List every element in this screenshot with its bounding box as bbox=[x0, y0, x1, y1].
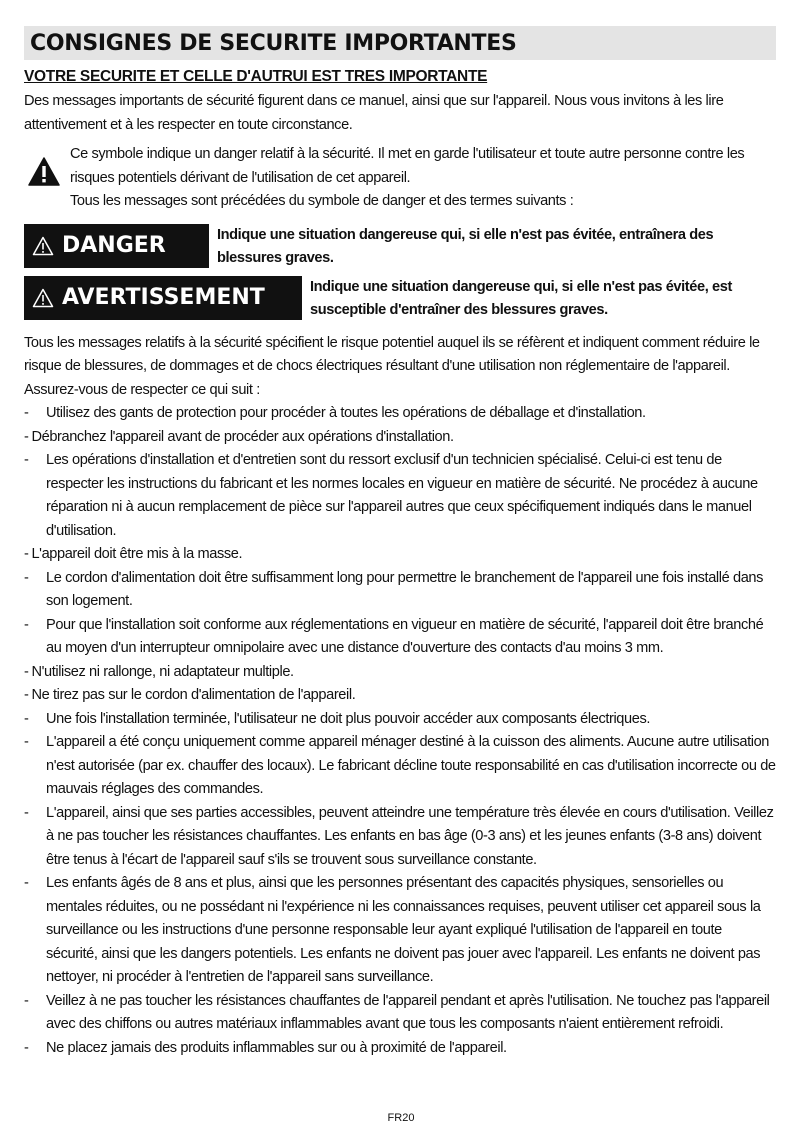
intro-paragraph: Des messages importants de sécurité figurent dans ce manuel, ainsi que sur l'appareil. Nous vous invitons à les lire attentivement et à les respecter en toute circonstance. bbox=[24, 93, 724, 133]
rule-item: - Pour que l'installation soit conforme aux réglementations en vigueur en matière de sécurité, l'appareil doit être branché au moyen d'un interrupteur omnipolaire avec une distance d'ouverture des contacts d'au moins 3 mm. bbox=[24, 616, 764, 656]
rule-item: - N'utilisez ni rallonge, ni adaptateur multiple. bbox=[24, 663, 294, 680]
warning-outline-icon bbox=[32, 288, 54, 308]
rule-item: - Une fois l'installation terminée, l'utilisateur ne doit plus pouvoir accéder aux composants électriques. bbox=[24, 710, 651, 727]
rule-item: - Les opérations d'installation et d'entretien sont du ressort exclusif d'un technicien spécialisé. Celui-ci est tenu de respecter les instructions du fabricant et les normes locales en vigueur en matière de sécurité. Ne procédez à aucune réparation ni à aucun remplacement de pièce sur l'appareil autres que ceux spécifiquement indiqués dans le manuel d'utilisation. bbox=[24, 452, 758, 539]
safety-symbol-note bbox=[24, 143, 776, 214]
rule-item: - Veillez à ne pas toucher les résistances chauffantes de l'appareil pendant et après l'utilisation. Ne touchez pas l'appareil avec des chiffons ou autres matériaux inflammables avant que tous les composants n'aient entièrement refroidi. bbox=[24, 992, 770, 1032]
symbol-note-line2: Tous les messages sont précédées du symbole de danger et des termes suivants : bbox=[70, 193, 574, 209]
danger-label-box bbox=[24, 224, 209, 268]
safety-rules-section bbox=[24, 332, 776, 1061]
section-subtitle: VOTRE SECURITE ET CELLE D'AUTRUI EST TRES IMPORTANTE bbox=[24, 68, 488, 85]
rule-item: - L'appareil a été conçu uniquement comme appareil ménager destiné à la cuisson des aliments. Aucune autre utilisation n'est autorisée (par ex. chauffer des locaux). Le fabricant décline toute responsabilité en cas d'utilisation incorrecte ou de mauvais réglages des commandes. bbox=[24, 734, 776, 797]
warning-triangle-icon bbox=[28, 157, 60, 191]
page-number: FR20 bbox=[387, 1112, 415, 1124]
warning-row bbox=[24, 276, 776, 322]
safety-rules-list bbox=[24, 402, 776, 1060]
warning-outline-icon bbox=[32, 236, 54, 256]
rules-intro: Tous les messages relatifs à la sécurité spécifient le risque potentiel auquel ils se réfèrent et indiquent comment réduire le risque de blessures, de dommages et de chocs électriques résultant d'une utilisation non réglementaire de l'appareil. Assurez-vous de respecter ce qui suit : bbox=[24, 334, 760, 398]
warning-label: AVERTISSEMENT bbox=[62, 285, 265, 310]
page bbox=[24, 26, 776, 1060]
rule-item: - Le cordon d'alimentation doit être suffisamment long pour permettre le branchement de l'appareil une fois installé dans son logement. bbox=[24, 569, 764, 609]
rule-item: - Débranchez l'appareil avant de procéder aux opérations d'installation. bbox=[24, 428, 454, 445]
symbol-note-text bbox=[70, 143, 776, 214]
danger-description: Indique une situation dangereuse qui, si elle n'est pas évitée, entraînera des blessures graves. bbox=[217, 226, 714, 266]
danger-row bbox=[24, 224, 776, 270]
rule-item: - Les enfants âgés de 8 ans et plus, ainsi que les personnes présentant des capacités physiques, sensorielles ou mentales réduites, ou ne possédant ni l'expérience ni les connaissances requises, peuvent utiliser cet appareil sous la surveillance ou les instructions d'une personne responsable leur ayant expliqué l'utilisation de l'appareil en toute sécurité, ainsi que les dangers potentiels. Les enfants ne doivent pas jouer avec l'appareil. Les enfants ne doivent pas nettoyer, ni procéder à l'entretien de l'appareil sans surveillance. bbox=[24, 875, 761, 985]
title-bar bbox=[24, 26, 776, 60]
symbol-note-line1: Ce symbole indique un danger relatif à la sécurité. Il met en garde l'utilisateur et toute autre personne contre les risques potentiels dérivant de l'utilisation de cet appareil. bbox=[70, 146, 745, 186]
warning-label-box bbox=[24, 276, 302, 320]
rule-item: - L'appareil doit être mis à la masse. bbox=[24, 546, 243, 562]
rule-item: - Ne placez jamais des produits inflammables sur ou à proximité de l'appareil. bbox=[24, 1039, 507, 1056]
page-title: CONSIGNES DE SECURITE IMPORTANTES bbox=[30, 30, 517, 56]
rule-item: - Utilisez des gants de protection pour procéder à toutes les opérations de déballage et d'installation. bbox=[24, 405, 646, 421]
rule-item: - L'appareil, ainsi que ses parties accessibles, peuvent atteindre une température très élevée en cours d'utilisation. Veillez à ne pas toucher les résistances chauffantes. Les enfants en bas âge (0-3 ans) et les jeunes enfants (3-8 ans) doivent être tenus à l'écart de l'appareil sauf s'ils se trouvent sous surveillance constante. bbox=[24, 804, 774, 868]
warning-description: Indique une situation dangereuse qui, si elle n'est pas évitée, est susceptible d'entraîner des blessures graves. bbox=[310, 278, 732, 318]
rule-item: - Ne tirez pas sur le cordon d'alimentation de l'appareil. bbox=[24, 687, 356, 703]
danger-label: DANGER bbox=[62, 233, 166, 258]
